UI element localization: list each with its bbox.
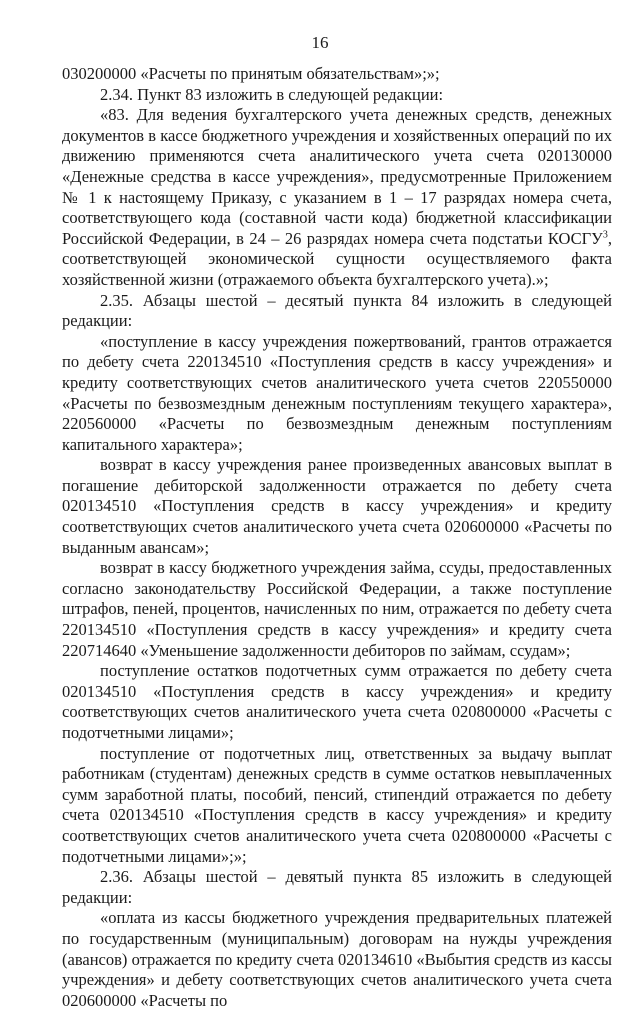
clause-83-text <box>62 105 612 290</box>
clause-83-text-before: «83. Для ведения бухгалтерского учета денежных средств, денежных документов в кассе бюджетного учреждения и хозяйственных операций по их движению применяются счета аналитического учета счета 020130000 «Денежные средства в кассе учреждения», предусмотренные Приложением № 1 к настоящему Приказу, с указанием в 1 – 17 разрядах номера счета, соответствующего кода (составной части кода) бюджетной классификации Российской Федерации, в 24 – 26 разрядах номера счета подстатьи КОСГУ <box>62 105 612 248</box>
continued-paragraph: 030200000 «Расчеты по принятым обязательствам»;»; <box>62 64 440 83</box>
paragraph-cash-payments: «оплата из кассы бюджетного учреждения предварительных платежей по государственным (муниципальным) договорам на нужды учреждения (авансов) отражается по кредиту счета 020134610 «Выбытия средств из кассы учреждения» и дебету соответствующих счетов аналитического учета счета 020600000 «Расчеты по <box>62 908 612 1010</box>
page-number: 16 <box>311 33 329 52</box>
clause-2-35-heading: 2.35. Абзацы шестой – десятый пункта 84 изложить в следующей редакции: <box>62 290 612 331</box>
paragraph-advance-return: возврат в кассу учреждения ранее произведенных авансовых выплат в погашение дебиторской задолженности отражается по дебету счета 020134510 «Поступления средств в кассу учреждения» и кредиту соответствующих счетов аналитического учета счета 020600000 «Расчеты по выданным авансам»; <box>62 455 612 557</box>
document-body <box>62 64 612 1011</box>
paragraph-donations: «поступление в кассу учреждения пожертвований, грантов отражается по дебету счета 220134510 «Поступления средств в кассу учреждения» и кредиту соответствующих счетов аналитического учета счетов 220550000 «Расчеты по безвозмездным денежным поступлениям текущего характера», 220560000 «Расчеты по безвозмездным денежным поступлениям капитального характера»; <box>62 331 612 454</box>
paragraph-loan-return: возврат в кассу бюджетного учреждения займа, ссуды, предоставленных согласно законодательству Российской Федерации, а также поступление штрафов, пеней, процентов, начисленных по ним, отражается по дебету счета 220134510 «Поступления средств в кассу учреждения» и кредиту счета 220714640 «Уменьшение задолженности дебиторов по займам, ссудам»; <box>62 558 612 660</box>
clause-2-36-heading: 2.36. Абзацы шестой – девятый пункта 85 изложить в следующей редакции: <box>62 867 612 907</box>
paragraph-accountable-balances: поступление остатков подотчетных сумм отражается по дебету счета 020134510 «Поступления средств в кассу учреждения» и кредиту соответствующих счетов аналитического учета счета 020800000 «Расчеты с подотчетными лицами»; <box>62 661 612 742</box>
clause-2-34-heading: 2.34. Пункт 83 изложить в следующей редакции: <box>100 84 444 104</box>
clause-83-text-after: , соответствующей экономической сущности осуществляемого факта хозяйственной жизни (отражаемого объекта бухгалтерского учета).»; <box>62 228 612 289</box>
paragraph-accountable-persons: поступление от подотчетных лиц, ответственных за выдачу выплат работникам (студентам) денежных средств в сумме остатков невыплаченных сумм заработной платы, пособий, пенсий, стипендий отражается по дебету счета 020134510 «Поступления средств в кассу учреждения» и кредиту соответствующих счетов аналитического учета счета 020800000 «Расчеты с подотчетными лицами»;»; <box>62 743 612 866</box>
footnote-marker: 3 <box>602 229 608 241</box>
